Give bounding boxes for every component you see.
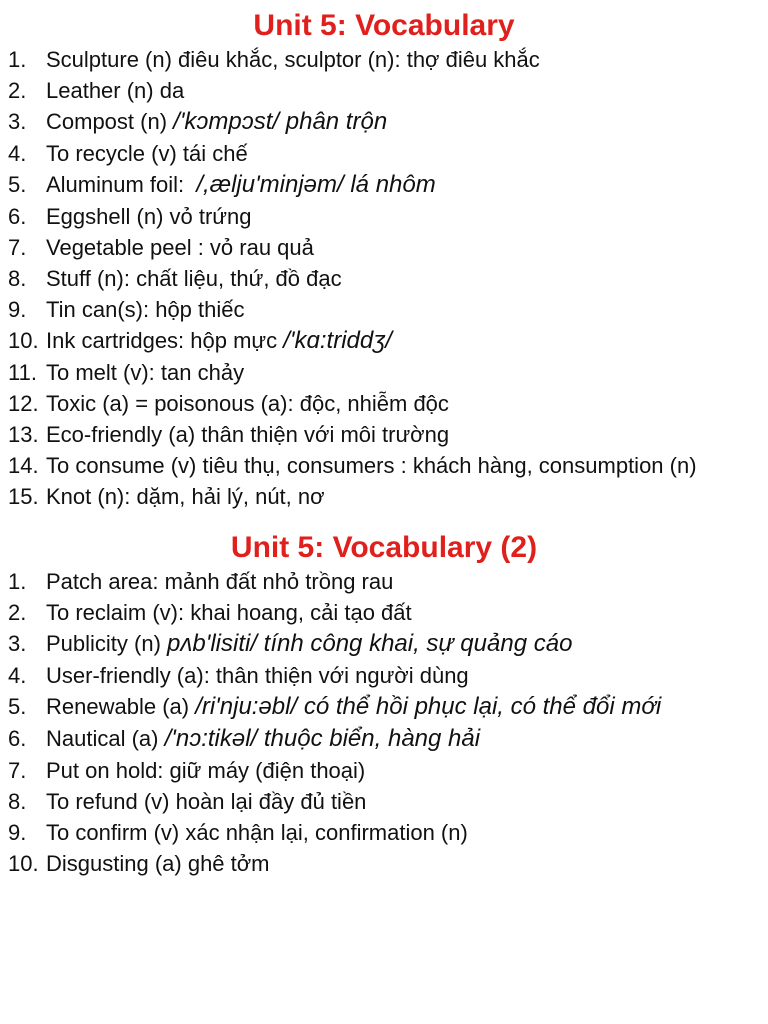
vocab-item-term: Tin can(s): hộp thiếc [46, 297, 245, 322]
vocab-item-text [46, 75, 732, 106]
vocab-item [0, 263, 768, 294]
vocab-item-term: To reclaim (v): khai hoang, cải tạo đất [46, 600, 412, 625]
vocab-item [0, 817, 768, 848]
vocab-item [0, 660, 768, 691]
vocab-item-number: 6. [8, 726, 27, 751]
section2-title: Unit 5: Vocabulary (2) [230, 531, 538, 564]
vocab-item [0, 106, 768, 138]
vocab-item-number: 12. [8, 391, 39, 416]
vocab-item-number: 3. [8, 109, 27, 134]
vocab-item-number: 9. [8, 820, 27, 845]
vocab-item [0, 597, 768, 628]
vocab-item-number: 7. [8, 235, 27, 260]
vocab-item-pronunciation: /'kɔmpɔst/ phân trộn [173, 108, 388, 135]
vocab-item-term: To recycle (v) tái chế [46, 141, 248, 166]
vocab-item-term: Renewable (a) [46, 694, 196, 719]
vocab-item-text [46, 597, 732, 628]
vocab-item [0, 848, 768, 879]
vocab-item-term: Knot (n): dặm, hải lý, nút, nơ [46, 484, 325, 509]
vocab-item [0, 44, 768, 75]
vocab-item [0, 628, 768, 660]
vocab-item [0, 723, 768, 755]
vocab-item-term: Leather (n) da [46, 78, 185, 103]
vocab-item [0, 691, 768, 723]
vocab-item-term: Disgusting (a) ghê tởm [46, 851, 270, 876]
vocab-item-text [46, 169, 732, 201]
vocab-item-text [46, 786, 732, 817]
vocab-item-text [46, 357, 732, 388]
vocab-item-text [46, 419, 732, 450]
vocab-item-text [46, 450, 732, 481]
vocab-item-number: 14. [8, 453, 39, 478]
vocab-item-text [46, 566, 732, 597]
vocab-item-term: Publicity (n) [46, 631, 168, 656]
vocab-item-number: 1. [8, 47, 27, 72]
vocab-item-number: 2. [8, 78, 27, 103]
section1-list [0, 44, 768, 512]
vocab-item-term: To consume (v) tiêu thụ, consumers : khách hàng, consumption (n) [46, 453, 697, 478]
vocab-item-number: 15. [8, 484, 39, 509]
vocab-item [0, 450, 768, 481]
vocab-item-text [46, 294, 732, 325]
vocab-item-term: Aluminum foil: [46, 172, 197, 197]
vocab-item-text [46, 817, 732, 848]
vocab-item-number: 11. [8, 360, 37, 385]
vocab-item-pronunciation: /,ælju'minjəm/ lá nhôm [196, 171, 436, 198]
vocab-item [0, 786, 768, 817]
vocab-item-number: 7. [8, 758, 27, 783]
vocab-item [0, 388, 768, 419]
vocab-item [0, 566, 768, 597]
section1-title: Unit 5: Vocabulary [253, 9, 515, 42]
vocab-item-number: 4. [8, 141, 27, 166]
vocab-item [0, 169, 768, 201]
vocab-item-term: Eco-friendly (a) thân thiện với môi trường [46, 422, 450, 447]
vocab-item-pronunciation: /'nɔ:tikəl/ thuộc biển, hàng hải [164, 725, 481, 752]
vocab-item-term: Ink cartridges: hộp mực [46, 328, 284, 353]
vocab-item [0, 325, 768, 357]
vocab-item-text [46, 691, 732, 723]
vocab-item-term: To melt (v): tan chảy [46, 360, 245, 385]
vocab-item-text [46, 755, 732, 786]
vocab-item-number: 9. [8, 297, 27, 322]
vocab-item-term: Vegetable peel : vỏ rau quả [46, 235, 314, 260]
vocab-item-term: Nautical (a) [46, 726, 165, 751]
vocab-item-term: Compost (n) [46, 109, 174, 134]
vocab-item-text [46, 723, 732, 755]
vocab-item-number: 8. [8, 266, 27, 291]
vocab-item-term: User-friendly (a): thân thiện với người dùng [46, 663, 469, 688]
vocab-item-number: 13. [8, 422, 39, 447]
section2-list [0, 566, 768, 879]
vocab-item [0, 201, 768, 232]
vocab-item [0, 481, 768, 512]
vocab-item-text [46, 232, 732, 263]
vocab-item [0, 357, 768, 388]
vocab-item-text [46, 628, 732, 660]
vocab-item-pronunciation: /'kɑ:triddʒ/ [283, 327, 392, 354]
vocab-item-term: Eggshell (n) vỏ trứng [46, 204, 252, 229]
vocab-item-text [46, 201, 732, 232]
vocab-item [0, 294, 768, 325]
vocab-item-term: To confirm (v) xác nhận lại, confirmation (n) [46, 820, 468, 845]
vocab-item-text [46, 388, 732, 419]
vocab-item-number: 8. [8, 789, 27, 814]
vocab-item-number: 5. [8, 694, 27, 719]
vocab-item-number: 3. [8, 631, 27, 656]
vocab-item-number: 1. [8, 569, 27, 594]
vocab-item-number: 5. [8, 172, 27, 197]
vocab-item-term: Patch area: mảnh đất nhỏ trồng rau [46, 569, 394, 594]
vocab-item-text [46, 106, 732, 138]
vocab-item-text [46, 263, 732, 294]
vocab-item [0, 419, 768, 450]
vocab-item [0, 232, 768, 263]
vocab-item-text [46, 481, 732, 512]
vocab-item-text [46, 848, 732, 879]
vocab-item-number: 6. [8, 204, 27, 229]
vocab-item-text [46, 660, 732, 691]
vocab-item-pronunciation: pʌb'lisiti/ tính công khai, sự quảng cáo [167, 630, 573, 657]
vocab-item [0, 138, 768, 169]
vocab-item-text [46, 138, 732, 169]
vocab-item-number: 4. [8, 663, 27, 688]
vocab-item-text [46, 44, 732, 75]
vocab-item-term: Sculpture (n) điêu khắc, sculptor (n): thợ điêu khắc [46, 47, 540, 72]
vocab-item-term: To refund (v) hoàn lại đầy đủ tiền [46, 789, 367, 814]
vocab-item-number: 10. [8, 328, 39, 353]
vocab-item-pronunciation: /ri'nju:əbl/ có thể hồi phục lại, có thể đổi mới [195, 693, 662, 720]
vocab-item-term: Stuff (n): chất liệu, thứ, đồ đạc [46, 266, 342, 291]
vocab-item-term: Put on hold: giữ máy (điện thoại) [46, 758, 366, 783]
vocab-item [0, 75, 768, 106]
vocab-item [0, 755, 768, 786]
vocab-item-number: 10. [8, 851, 39, 876]
vocab-item-term: Toxic (a) = poisonous (a): độc, nhiễm độc [46, 391, 449, 416]
vocab-item-number: 2. [8, 600, 27, 625]
vocab-item-text [46, 325, 732, 357]
